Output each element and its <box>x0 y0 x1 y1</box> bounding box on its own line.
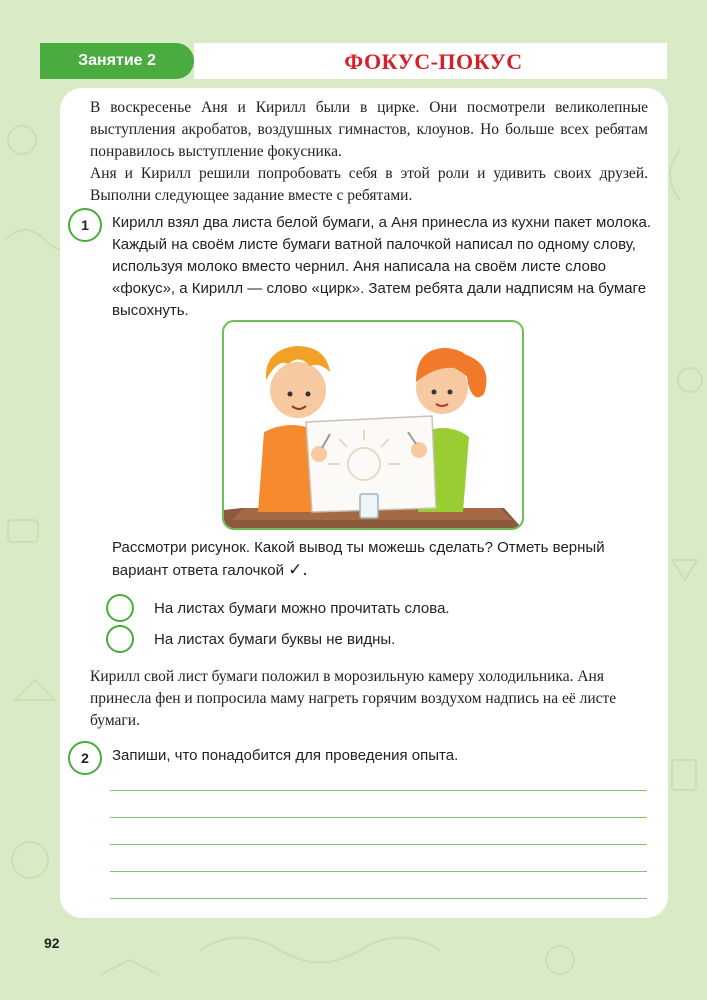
intro-text <box>90 97 648 207</box>
answer-option-1[interactable] <box>106 594 450 622</box>
answer-line[interactable] <box>110 817 647 818</box>
answer-option-1-circle[interactable] <box>106 594 134 622</box>
task-1-question-text: Рассмотри рисунок. Какой вывод ты можешь сделать? Отметь верный вариант ответа галочкой <box>112 539 605 579</box>
page-number: 92 <box>44 935 60 951</box>
task-2-text: Запиши, что понадобится для проведения опыта. <box>112 747 459 764</box>
lesson-badge: Занятие 2 <box>40 43 194 79</box>
task-1-question <box>112 537 652 582</box>
story-part-2: Кирилл свой лист бумаги положил в морозильную камеру холодильника. Аня принесла фен и попросила маму нагреть горячим воздухом надпись на её листе бумаги. <box>90 668 617 729</box>
answer-line[interactable] <box>110 844 647 845</box>
illustration-children-with-paper <box>222 320 524 530</box>
answer-line[interactable] <box>110 871 647 872</box>
answer-option-2[interactable] <box>106 625 395 653</box>
answer-line[interactable] <box>110 898 647 899</box>
answer-option-2-circle[interactable] <box>106 625 134 653</box>
answer-line[interactable] <box>110 790 647 791</box>
task-1-text: Кирилл взял два листа белой бумаги, а Аня принесла из кухни пакет молока. Каждый на своём листе бумаги ватной палочкой написал по одному слову, используя молоко вместо чернил. Аня написала на своём листе слово «фокус», а Кирилл — слово «цирк». Затем ребята дали надписям на бумаге высохнуть. <box>112 214 652 319</box>
check-mark-glyph: ✓. <box>288 560 308 580</box>
task-2-number: 2 <box>68 741 102 775</box>
intro-paragraph-1: В воскресенье Аня и Кирилл были в цирке. Они посмотрели великолепные выступления акробатов, воздушных гимнастов, клоунов. Но больше всех ребятам понравилось выступление фокусника. <box>90 99 648 160</box>
answer-option-1-label: На листах бумаги можно прочитать слова. <box>154 599 450 617</box>
intro-paragraph-2: Аня и Кирилл решили попробовать себя в этой роли и удивить своих друзей. Выполни следующее задание вместе с ребятами. <box>90 165 648 204</box>
answer-option-2-label: На листах бумаги буквы не видны. <box>154 630 396 648</box>
page-title: ФОКУС-ПОКУС <box>344 49 523 74</box>
task-1-number: 1 <box>68 208 102 242</box>
